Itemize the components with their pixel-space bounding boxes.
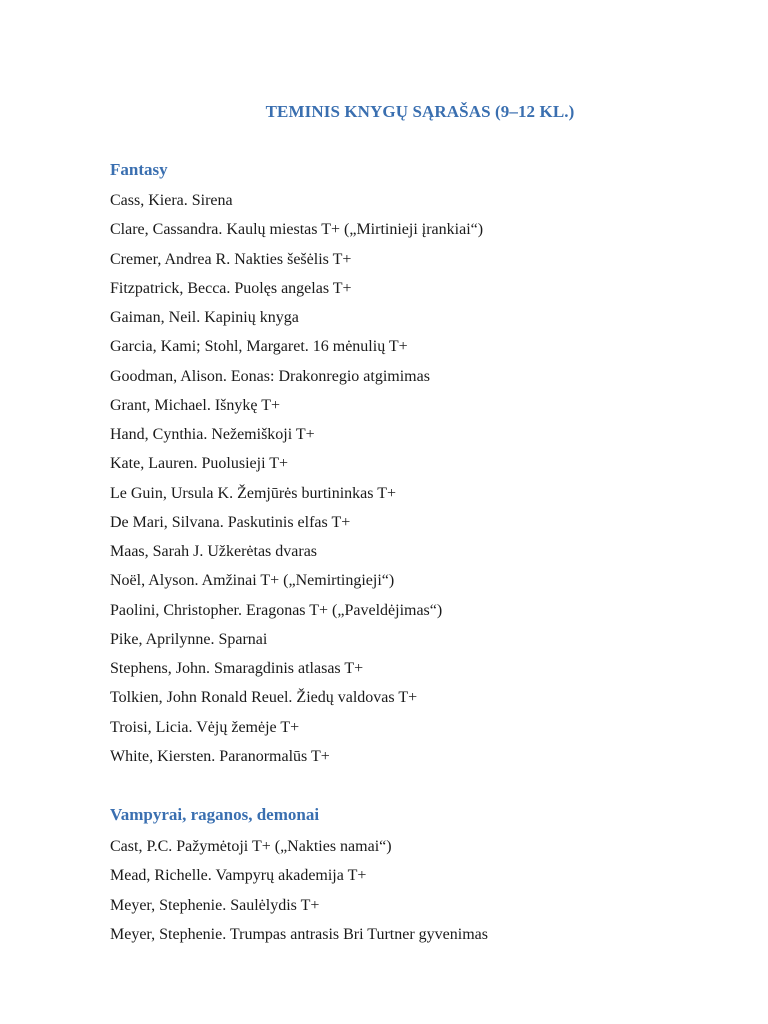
book-entry: Cass, Kiera. Sirena: [110, 192, 233, 209]
book-entry: Meyer, Stephenie. Saulėlydis T+: [110, 896, 320, 914]
book-entry: Paolini, Christopher. Eragonas T+ („Paveldėjimas“): [110, 601, 443, 619]
document-title: TEMINIS KNYGŲ SĄRAŠAS (9–12 KL.): [265, 102, 575, 121]
book-entry: Clare, Cassandra. Kaulų miestas T+ („Mirtinieji įrankiai“): [110, 221, 484, 239]
book-entry: Fitzpatrick, Becca. Puolęs angelas T+: [110, 279, 352, 297]
book-entry: Tolkien, John Ronald Reuel. Žiedų valdovas T+: [110, 689, 418, 707]
book-entry: Kate, Lauren. Puolusieji T+: [110, 455, 289, 473]
section-heading-vampyrai: Vampyrai, raganos, demonai: [110, 805, 320, 824]
book-list-vampyrai: [110, 832, 488, 949]
book-entry: Mead, Richelle. Vampyrų akademija T+: [110, 867, 367, 885]
book-entry: Le Guin, Ursula K. Žemjūrės burtininkas T+: [110, 484, 397, 502]
book-entry: Goodman, Alison. Eonas: Drakonregio atgimimas: [110, 367, 430, 385]
section-heading-fantasy: Fantasy: [110, 160, 168, 179]
book-entry: De Mari, Silvana. Paskutinis elfas T+: [110, 513, 351, 531]
book-entry: Gaiman, Neil. Kapinių knyga: [110, 309, 299, 326]
book-entry: Pike, Aprilynne. Sparnai: [110, 630, 268, 648]
book-entry: Grant, Michael. Išnykę T+: [110, 396, 281, 414]
book-entry: Noël, Alyson. Amžinai T+ („Nemirtingieji“): [110, 572, 395, 590]
book-entry: Hand, Cynthia. Nežemiškoji T+: [110, 426, 315, 443]
book-entry: Maas, Sarah J. Užkerėtas dvaras: [110, 543, 318, 560]
book-entry: Cast, P.C. Pažymėtoji T+ („Nakties namai“): [110, 838, 392, 855]
book-entry: Garcia, Kami; Stohl, Margaret. 16 mėnulių T+: [110, 338, 408, 356]
book-entry: Troisi, Licia. Vėjų žemėje T+: [110, 718, 300, 736]
book-entry: White, Kiersten. Paranormalūs T+: [110, 747, 330, 765]
book-entry: Meyer, Stephenie. Trumpas antrasis Bri Turtner gyvenimas: [110, 925, 488, 943]
book-entry: Stephens, John. Smaragdinis atlasas T+: [110, 660, 364, 677]
book-list-fantasy: [110, 186, 483, 771]
book-entry: Cremer, Andrea R. Nakties šešėlis T+: [110, 250, 352, 268]
